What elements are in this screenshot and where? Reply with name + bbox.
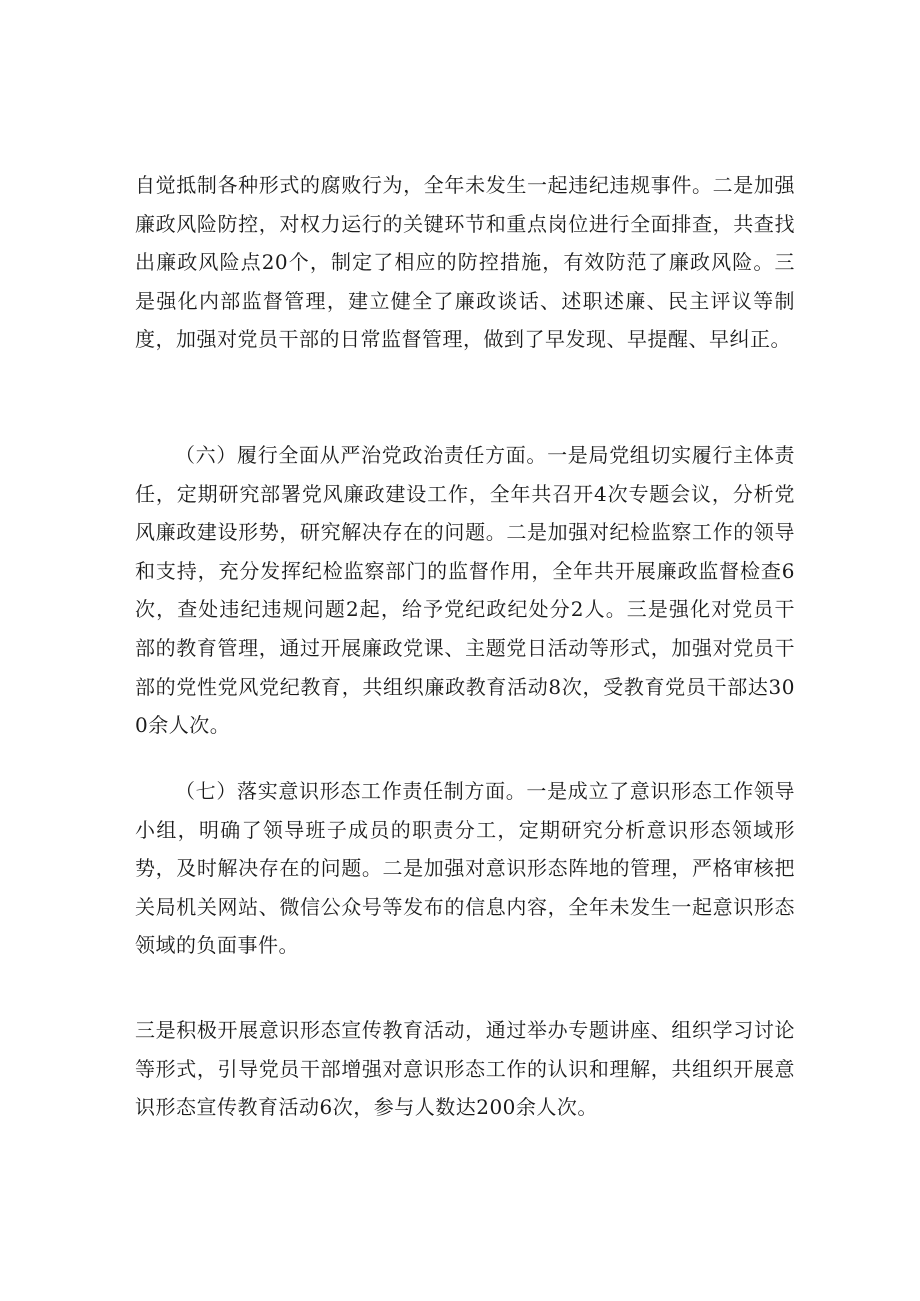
paragraph-ideology-responsibility: （七）落实意识形态工作责任制方面。一是成立了意识形态工作领导小组，明确了领导班子成员的职责分工，定期研究分析意识形态领域形势，及时解决存在的问题。二是加强对意识形态阵地的管理，严格审核把关局机关网站、微信公众号等发布的信息内容，全年未发生一起意识形态领域的负面事件。 — [135, 779, 795, 958]
paragraph-ideology-education: 三是积极开展意识形态宣传教育活动，通过举办专题讲座、组织学习讨论等形式，引导党员干部增强对意识形态工作的认识和理解，共组织开展意识形态宣传教育活动6次，参与人数达200余人次。 — [135, 1018, 795, 1120]
paragraph-clean-governance-continued: 自觉抵制各种形式的腐败行为，全年未发生一起违纪违规事件。二是加强廉政风险防控，对权力运行的关键环节和重点岗位进行全面排查，共查找出廉政风险点20个，制定了相应的防控措施，有效防范了廉政风险。三是强化内部监督管理，建立健全了廉政谈话、述职述廉、民主评议等制度，加强对党员干部的日常监督管理，做到了早发现、早提醒、早纠正。 — [135, 173, 795, 352]
paragraph-party-governance-responsibility: （六）履行全面从严治党政治责任方面。一是局党组切实履行主体责任，定期研究部署党风廉政建设工作，全年共召开4次专题会议，分析党风廉政建设形势，研究解决存在的问题。二是加强对纪检监察工作的领导和支持，充分发挥纪检监察部门的监督作用，全年共开展廉政监督检查6次，查处违纪违规问题2起，给予党纪政纪处分2人。三是强化对党员干部的教育管理，通过开展廉政党课、主题党日活动等形式，加强对党员干部的党性党风党纪教育，共组织廉政教育活动8次，受教育党员干部达300余人次。 — [135, 443, 795, 738]
